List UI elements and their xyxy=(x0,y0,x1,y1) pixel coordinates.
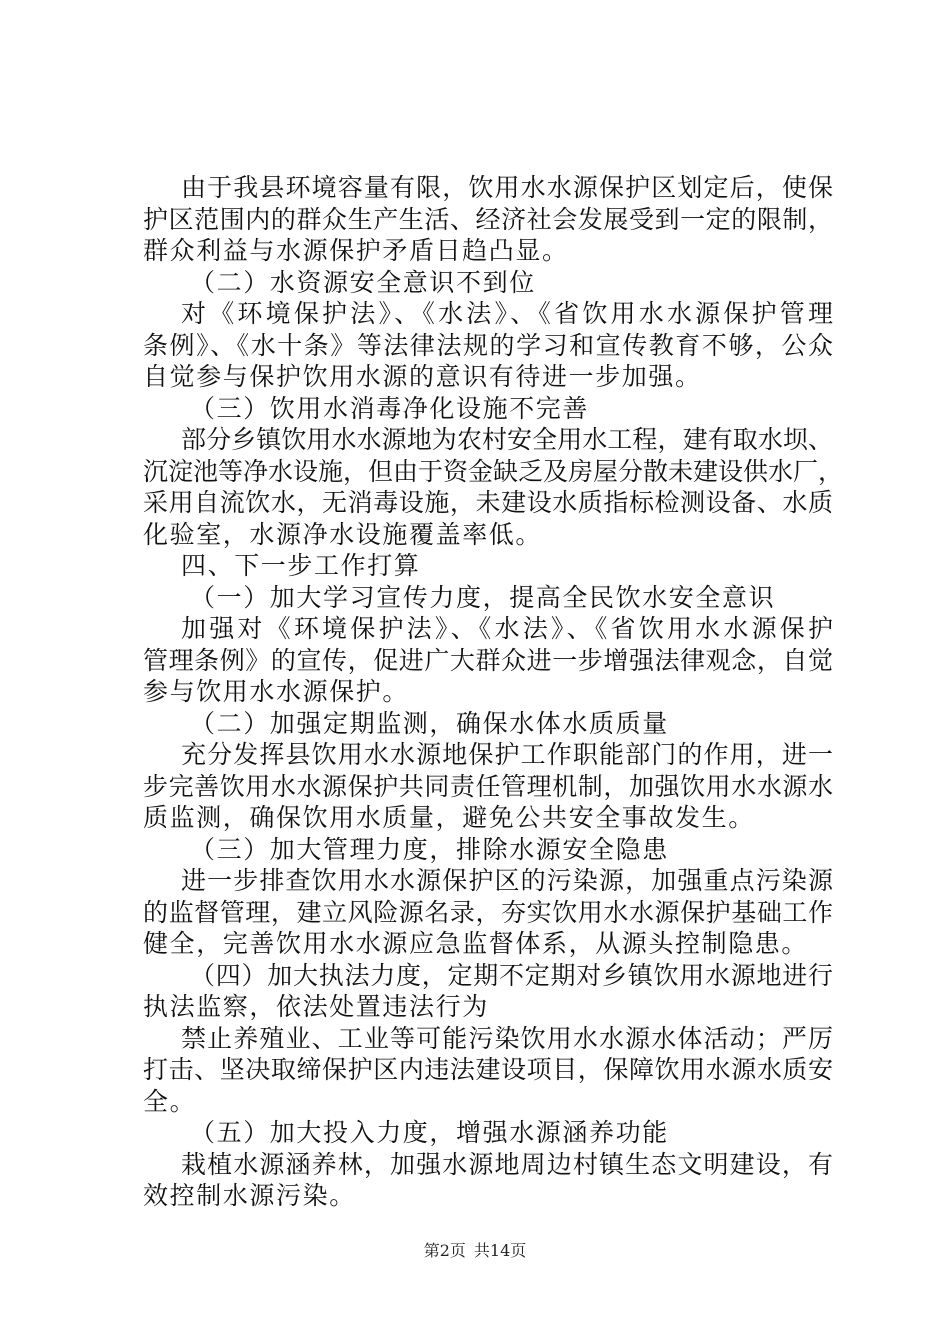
paragraph-line: 打击、坚决取缔保护区内违法建设项目，保障饮用水源水质安 xyxy=(143,1055,833,1084)
section-heading: （二）加强定期监测，确保水体水质质量 xyxy=(190,708,669,738)
paragraph-line: 全。 xyxy=(143,1086,197,1116)
paragraph-line: 由于我县环境容量有限，饮用水水源保护区划定后，使保 xyxy=(181,173,833,202)
section-heading: （二）水资源安全意识不到位 xyxy=(190,267,536,297)
paragraph-line: 沉淀池等净水设施，但由于资金缺乏及房屋分散未建设供水厂， xyxy=(143,456,844,486)
paragraph-line: 的监督管理，建立风险源名录，夯实饮用水水源保护基础工作 xyxy=(143,897,833,927)
paragraph-line: 栽植水源涵养林，加强水源地周边村镇生态文明建设，有 xyxy=(181,1149,833,1179)
chapter-heading: 四、下一步工作打算 xyxy=(181,551,421,580)
paragraph-line: 充分发挥县饮用水水源地保护工作职能部门的作用，进一 xyxy=(181,740,833,769)
section-heading: （三）加大管理力度，排除水源安全隐患 xyxy=(190,834,669,864)
paragraph-line: 步完善饮用水水源保护共同责任管理机制，加强饮用水水源水 xyxy=(143,771,833,801)
paragraph-line: 健全，完善饮用水水源应急监督体系，从源头控制隐患。 xyxy=(143,929,809,958)
page-footer xyxy=(0,1241,950,1261)
paragraph-line: 对《环境保护法》、《水法》、《省饮用水水源保护管理 xyxy=(181,299,833,328)
paragraph-line: 进一步排查饮用水水源保护区的污染源，加强重点污染源 xyxy=(181,866,833,895)
section-heading: （三）饮用水消毒净化设施不完善 xyxy=(190,393,590,423)
paragraph-line: 自觉参与保护饮用水源的意识有待进一步加强。 xyxy=(143,362,702,391)
paragraph-line: 效控制水源污染。 xyxy=(143,1181,356,1210)
paragraph-line: 化验室，水源净水设施覆盖率低。 xyxy=(143,519,543,549)
paragraph-line: 条例》、《水十条》等法律法规的学习和宣传教育不够，公众 xyxy=(143,330,833,360)
page-number: 第2页 xyxy=(423,1241,466,1260)
paragraph-line: 参与饮用水水源保护。 xyxy=(143,677,410,706)
section-heading: （五）加大投入力度，增强水源涵养功能 xyxy=(190,1118,669,1147)
paragraph-line: 群众利益与水源保护矛盾日趋凸显。 xyxy=(143,236,569,265)
section-heading: 执法监察，依法处置违法行为 xyxy=(143,992,489,1021)
paragraph-line: 部分乡镇饮用水水源地为农村安全用水工程，建有取水坝、 xyxy=(181,425,833,454)
paragraph-line: 采用自流饮水，无消毒设施，未建设水质指标检测设备、水质 xyxy=(143,488,833,517)
document-body xyxy=(143,172,844,1212)
section-heading: （一）加大学习宣传力度，提高全民饮水安全意识 xyxy=(190,582,776,612)
paragraph-line: 质监测，确保饮用水质量，避免公共安全事故发生。 xyxy=(143,803,755,832)
paragraph-line: 护区范围内的群众生产生活、经济社会发展受到一定的限制， xyxy=(143,204,833,234)
page-total: 共14页 xyxy=(473,1241,527,1260)
section-heading: （四）加大执法力度，定期不定期对乡镇饮用水源地进行 xyxy=(190,960,833,990)
paragraph-line: 禁止养殖业、工业等可能污染饮用水水源水体活动；严厉 xyxy=(181,1023,833,1053)
paragraph-line: 加强对《环境保护法》、《水法》、《省饮用水水源保护 xyxy=(181,614,833,643)
paragraph-line: 管理条例》的宣传，促进广大群众进一步增强法律观念，自觉 xyxy=(143,645,833,675)
